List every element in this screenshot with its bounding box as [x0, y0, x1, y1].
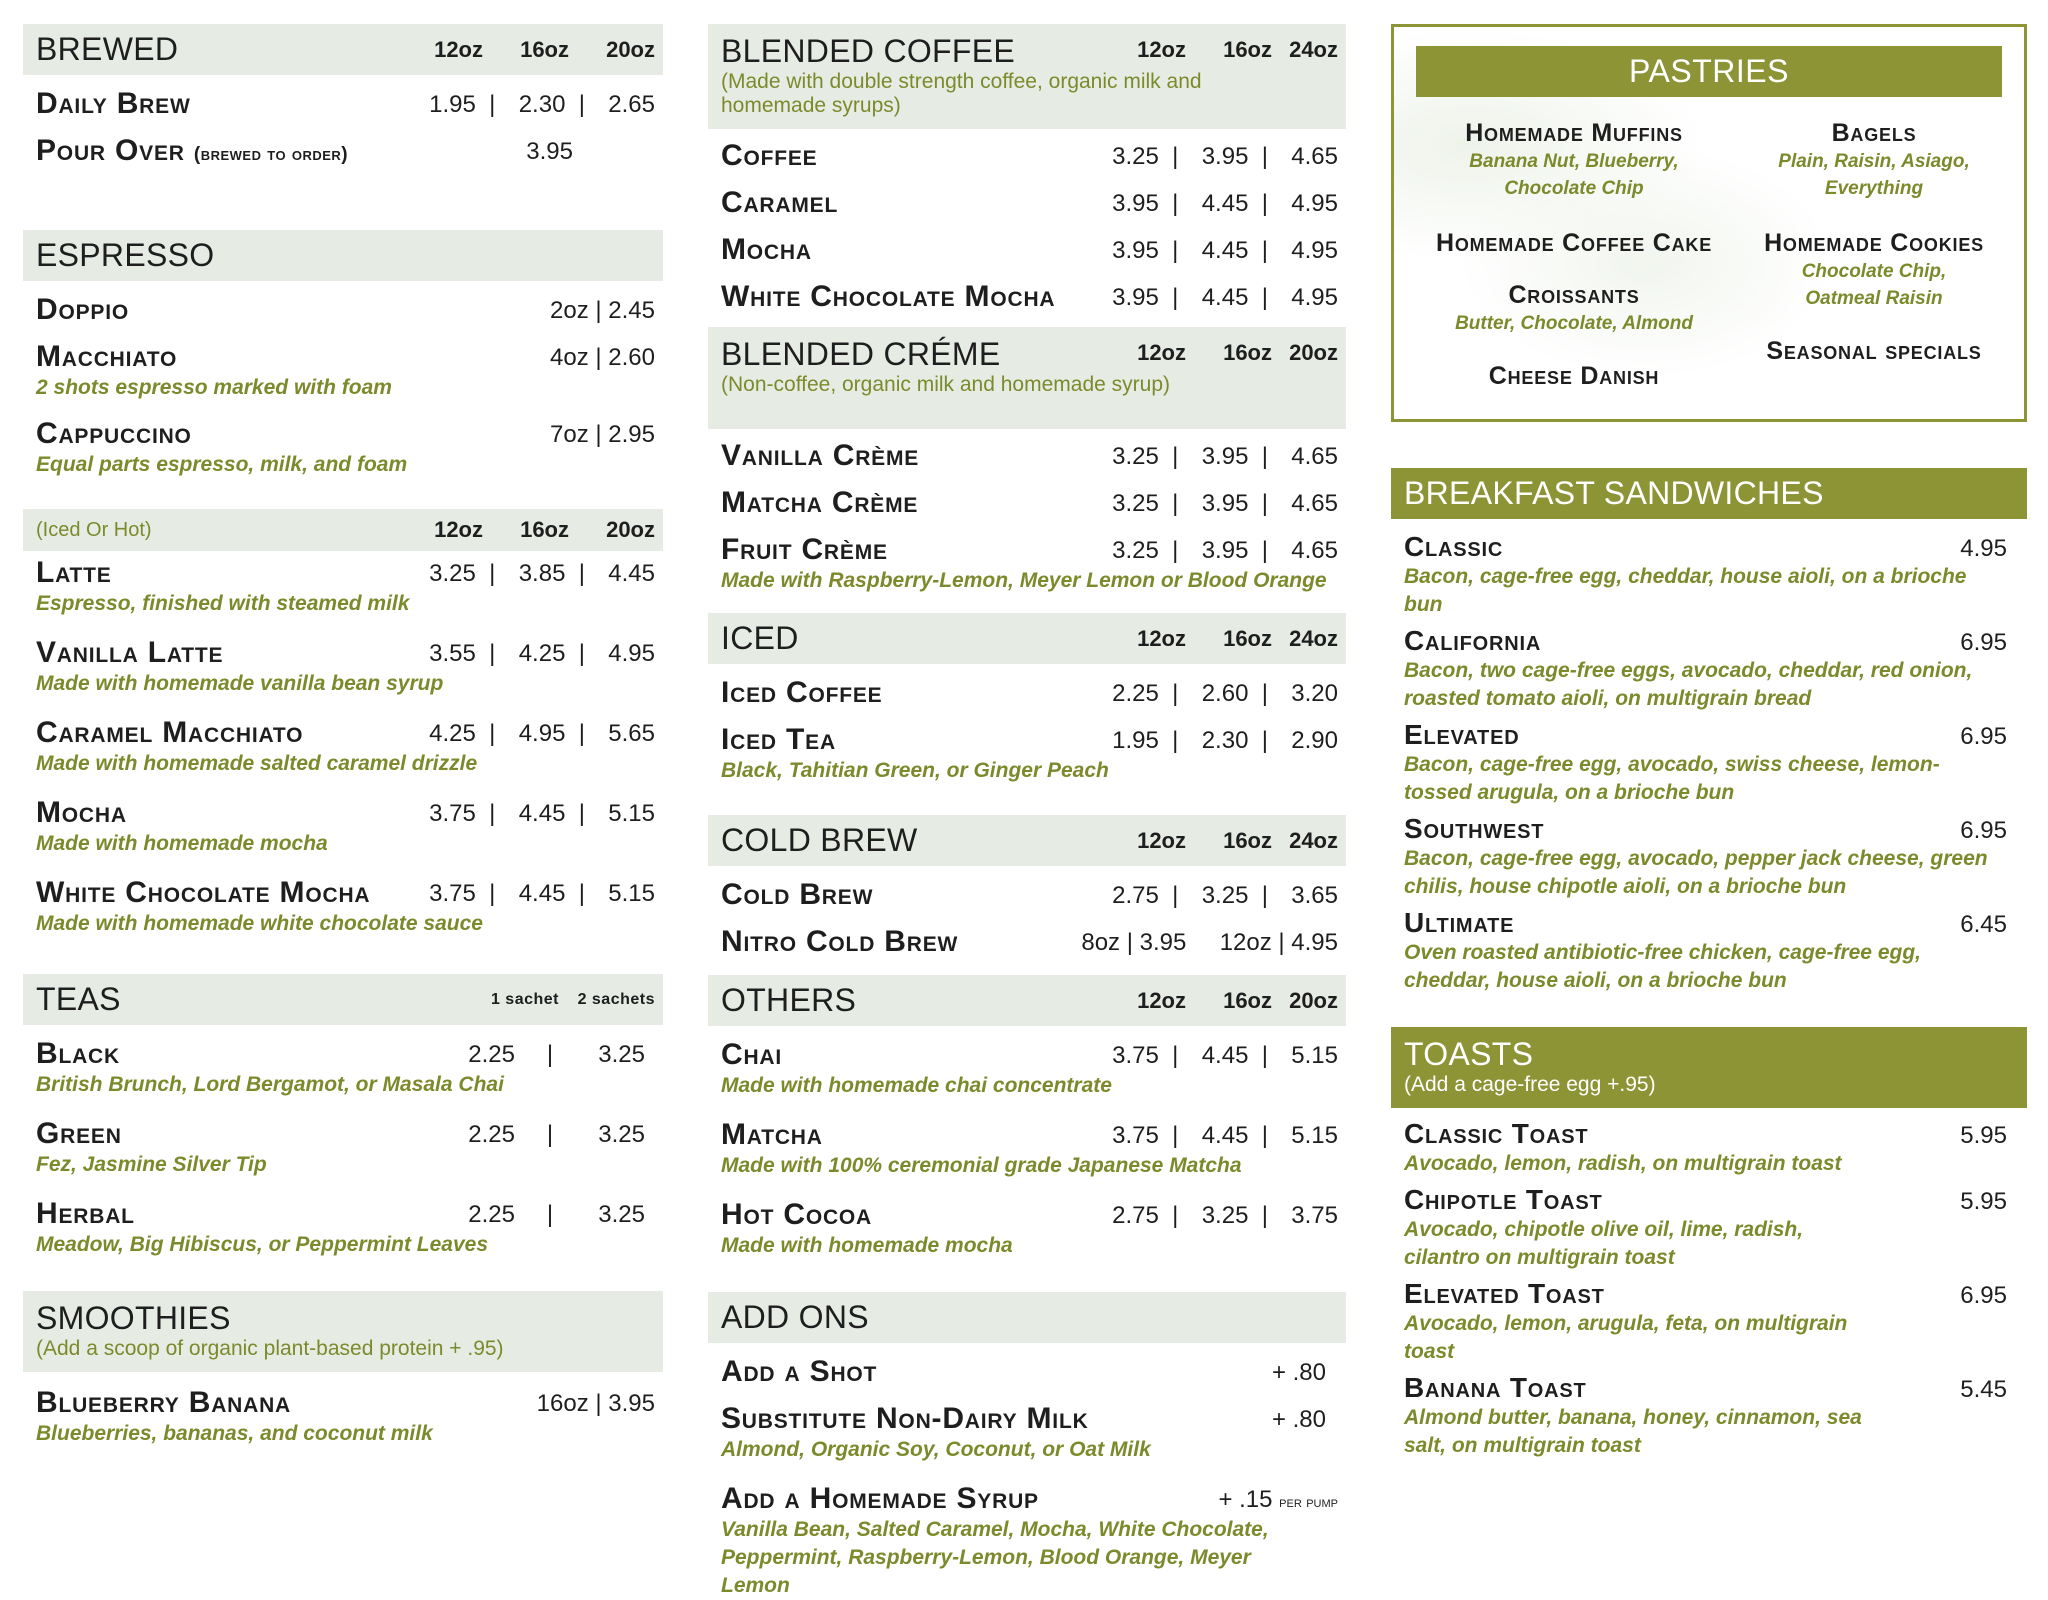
menu-item: Iced Tea 1.95 | 2.30 | 2.90 Black, Tahitian Green, or Ginger Peach [708, 723, 1346, 803]
menu-item: Coffee 3.25 | 3.95 | 4.65 [721, 139, 1338, 172]
section-title: BLENDED CRÉME [721, 336, 1001, 372]
menu-item [1391, 1184, 2027, 1272]
item-name: Homemade Muffins [1465, 119, 1683, 147]
menu-item [708, 1402, 1346, 1482]
item-description: Vanilla Bean, Salted Caramel, Mocha, White Chocolate, Peppermint, Raspberry-Lemon, Blood Orange, Meyer Lemon [721, 1518, 1269, 1597]
item-description: Chocolate Chip, Oatmeal Raisin [1801, 261, 1947, 309]
item-description: Plain, Raisin, Asiago, Everything [1778, 151, 1970, 199]
pastry-item [1424, 362, 1724, 391]
menu-item [708, 925, 1346, 975]
item-price: 2.90 [1291, 727, 1338, 754]
menu-item: Chai 3.75 | 4.45 | 5.15 Made with homemade chai concentrate [708, 1038, 1346, 1118]
price-separator: | [546, 1121, 554, 1148]
item-name: Add a Shot [721, 1355, 878, 1388]
menu-item: White Chocolate Mocha 3.95 | 4.45 | 4.95 [721, 280, 1338, 313]
item-name: Matcha Crème [721, 486, 919, 519]
item-price: + .15 per pump [1218, 1486, 1338, 1513]
pastries-box [1391, 24, 2027, 422]
item-price: 8oz | 3.95 12oz | 4.95 [1081, 929, 1338, 956]
item-description: Bacon, two cage-free eggs, avocado, cheddar, red onion, roasted tomato aioli, on multigrain bread [1404, 659, 1973, 710]
size-label: 24oz [1289, 625, 1338, 651]
item-name: Vanilla Latte [36, 636, 224, 669]
item-price: 3.75 [429, 880, 476, 907]
item-description: Bacon, cage-free egg, avocado, pepper jack cheese, green chilis, house chipotle aioli, on a brioche bun [1404, 847, 1988, 898]
menu-item [708, 1355, 1346, 1402]
item-price: 2.30 [518, 91, 566, 118]
item-price: 4.45 [1201, 1122, 1249, 1149]
section-note: (Non-coffee, organic milk and homemade syrup) [721, 373, 1170, 396]
item-price: 4.25 [518, 640, 566, 667]
item-name: Daily Brew [36, 87, 191, 120]
item-price: 2.60 [1201, 680, 1249, 707]
item-name: Vanilla Crème [721, 439, 920, 472]
item-name: Cold Brew [721, 878, 874, 911]
item-price: 4.45 [1201, 190, 1249, 217]
size-label: 16oz [1223, 827, 1272, 853]
item-price: + .80 [1271, 1406, 1326, 1433]
right-column [1391, 24, 2027, 1466]
item-price: 3.95 [1201, 537, 1249, 564]
item-price: + .80 [1271, 1359, 1326, 1386]
menu-item: Matcha 3.75 | 4.45 | 5.15 Made with 100% ceremonial grade Japanese Matcha [708, 1118, 1346, 1198]
item-price: 4.25 [429, 720, 476, 747]
item-price: 5.45 [1960, 1376, 2007, 1403]
menu-item [1391, 1372, 2027, 1460]
section-title: (Iced Or Hot) [36, 518, 152, 541]
menu-item: Caramel 3.95 | 4.45 | 4.95 [721, 186, 1338, 219]
item-price: 3.95 [1112, 284, 1159, 311]
size-label: 12oz [1137, 36, 1186, 62]
item-description: Oven roasted antibiotic-free chicken, cage-free egg, cheddar, house aioli, on a brioche bun [1404, 941, 1921, 992]
item-name: Fruit Crème [721, 533, 888, 566]
item-name: Iced Tea [721, 723, 836, 756]
menu-item [23, 1117, 663, 1197]
item-description: British Brunch, Lord Bergamot, or Masala Chai [36, 1073, 504, 1096]
item-price: 6.95 [1960, 1282, 2007, 1309]
menu-item [23, 1037, 663, 1117]
price-separator: | [546, 1041, 554, 1068]
item-price: 4.65 [1291, 537, 1338, 564]
item-name: White Chocolate Mocha [721, 280, 1056, 313]
item-name: White Chocolate Mocha [36, 876, 371, 909]
item-name: Green [36, 1117, 122, 1150]
add-ons-header [708, 1292, 1346, 1343]
item-price: 2.25 [1112, 680, 1159, 707]
item-price: 3.95 [1201, 443, 1249, 470]
item-name: Mocha [721, 233, 812, 266]
item-name: Cheese Danish [1488, 362, 1660, 390]
item-price: 4.45 [518, 800, 566, 827]
item-price: 4.45 [1201, 1042, 1249, 1069]
item-description: Equal parts espresso, milk, and foam [36, 453, 408, 476]
item-description: Made with homemade mocha [36, 832, 328, 855]
item-price: 4.95 [518, 720, 566, 747]
item-description: Bacon, cage-free egg, cheddar, house aioli, on a brioche bun [1404, 565, 1967, 616]
item-price: 3.20 [1291, 680, 1338, 707]
item-name: Cappuccino [36, 417, 192, 450]
menu-item: Iced Coffee 2.25 | 2.60 | 3.20 [721, 676, 1338, 709]
section-title: ESPRESSO [36, 237, 215, 273]
section-note: (Made with double strength coffee, organic milk and homemade syrups) [721, 70, 1202, 117]
item-price: 3.25 [598, 1121, 645, 1148]
item-description: Fez, Jasmine Silver Tip [36, 1153, 267, 1176]
item-name: Banana Toast [1404, 1372, 1587, 1403]
item-name: Classic [1404, 531, 1504, 562]
item-description: Avocado, lemon, arugula, feta, on multigrain toast [1404, 1312, 1848, 1363]
item-price: 1.95 [1112, 727, 1159, 754]
others-header [708, 975, 1346, 1026]
size-label: 24oz [1289, 36, 1338, 62]
size-label: 16oz [520, 36, 569, 62]
item-name: Bagels [1831, 119, 1917, 147]
size-label: 2 sachets [577, 990, 655, 1008]
item-price: 6.95 [1960, 723, 2007, 750]
menu-item: Vanilla Crème 3.25 | 3.95 | 4.65 [721, 439, 1338, 472]
item-price: 5.95 [1960, 1188, 2007, 1215]
item-price: 3.25 [1201, 882, 1249, 909]
middle-column [708, 24, 1346, 1600]
item-price: 16oz | 3.95 [536, 1390, 655, 1417]
item-price: 3.75 [1112, 1042, 1159, 1069]
item-price: 4.95 [1291, 190, 1338, 217]
espresso-header [23, 230, 663, 281]
item-name: Macchiato [36, 340, 178, 373]
item-price: 3.95 [1201, 490, 1249, 517]
menu-item [1391, 907, 2027, 995]
item-name: Doppio [36, 293, 129, 326]
size-label: 1 sachet [490, 990, 559, 1008]
menu-item [708, 1482, 1346, 1600]
section-note: (Add a cage-free egg +.95) [1404, 1073, 1656, 1096]
item-price: 6.95 [1960, 629, 2007, 656]
menu-item: Vanilla Latte 3.55 | 4.25 | 4.95 Made with homemade vanilla bean syrup [23, 636, 663, 716]
pastries-header [1416, 46, 2002, 97]
item-price: 5.65 [608, 720, 655, 747]
pastry-item [1724, 337, 2024, 366]
menu-item [1391, 1118, 2027, 1178]
item-description: Black, Tahitian Green, or Ginger Peach [721, 759, 1109, 782]
pastry-item [1724, 119, 2024, 202]
item-price: 4.45 [518, 880, 566, 907]
item-name: Croissants [1508, 281, 1640, 309]
item-description: Blueberries, bananas, and coconut milk [36, 1422, 433, 1445]
item-name: Blueberry Banana [36, 1386, 292, 1419]
size-label: 16oz [1223, 987, 1272, 1013]
item-price: 3.65 [1291, 882, 1338, 909]
item-description: Made with homemade chai concentrate [721, 1074, 1112, 1097]
item-price: 3.25 [598, 1201, 645, 1228]
section-title: TOASTS [1404, 1036, 1534, 1072]
item-price: 3.25 [1112, 443, 1159, 470]
blended-creme-header [708, 327, 1346, 429]
blended-coffee-header [708, 24, 1346, 129]
item-price: 3.25 [1201, 1202, 1249, 1229]
section-note: (Add a scoop of organic plant-based protein + .95) [36, 1337, 504, 1360]
item-price: 3.95 [1201, 143, 1249, 170]
section-title: COLD BREW [721, 822, 918, 858]
menu-item [1391, 719, 2027, 807]
menu-item [1391, 1278, 2027, 1366]
item-price: 5.95 [1960, 1122, 2007, 1149]
item-price: 4.65 [1291, 490, 1338, 517]
item-price: 3.25 [429, 560, 476, 587]
menu-item: Caramel Macchiato 4.25 | 4.95 | 5.65 Made with homemade salted caramel drizzle [23, 716, 663, 796]
menu-item: Daily Brew 1.95 | 2.30 | 2.65 [36, 87, 655, 120]
item-description: Butter, Chocolate, Almond [1455, 313, 1693, 334]
item-price: 3.25 [1112, 537, 1159, 564]
item-price: 6.45 [1960, 911, 2007, 938]
item-price: 3.55 [429, 640, 476, 667]
item-name: Herbal [36, 1197, 135, 1230]
item-name: Black [36, 1037, 120, 1070]
size-label: 12oz [434, 517, 483, 542]
item-name: Coffee [721, 139, 818, 172]
pastry-item [1424, 119, 1724, 202]
item-price: 2.75 [1112, 882, 1159, 909]
menu-item [23, 293, 663, 340]
section-title: ICED [721, 620, 799, 656]
item-price: 4.65 [1291, 143, 1338, 170]
item-name: Homemade Cookies [1764, 229, 1984, 257]
item-description: Espresso, finished with steamed milk [36, 592, 410, 615]
item-price: 3.75 [1291, 1202, 1338, 1229]
item-price: 4.45 [1201, 237, 1249, 264]
iced-header [708, 613, 1346, 664]
item-name: Elevated Toast [1404, 1278, 1605, 1309]
pastry-item [1424, 281, 1724, 337]
item-description: Made with homemade mocha [721, 1234, 1013, 1257]
item-price: 3.25 [1112, 490, 1159, 517]
menu-item [1391, 813, 2027, 901]
size-label: 16oz [1223, 36, 1272, 62]
menu-item [1391, 531, 2027, 619]
section-title: BREAKFAST SANDWICHES [1404, 475, 1824, 511]
item-name: Iced Coffee [721, 676, 883, 709]
size-label: 16oz [520, 517, 569, 542]
item-price: 3.25 [1112, 143, 1159, 170]
item-price: 3.75 [1112, 1122, 1159, 1149]
item-description: Avocado, chipotle olive oil, lime, radish, cilantro on multigrain toast [1404, 1218, 1804, 1269]
section-title: BREWED [36, 31, 179, 67]
item-description: Made with homemade salted caramel drizzle [36, 752, 478, 775]
item-name: Chipotle Toast [1404, 1184, 1603, 1215]
menu-item [23, 134, 663, 184]
pastry-item [1404, 229, 1744, 258]
item-description: Banana Nut, Blueberry, Chocolate Chip [1469, 151, 1679, 199]
item-price: 3.75 [429, 800, 476, 827]
item-name: California [1404, 625, 1542, 656]
menu-item: Fruit Crème 3.25 | 3.95 | 4.65 Made with Raspberry-Lemon, Meyer Lemon or Blood Orange [708, 533, 1346, 613]
size-label: 12oz [434, 36, 483, 62]
item-price: 4oz | 2.60 [550, 344, 655, 371]
item-name: Homemade Coffee Cake [1435, 229, 1713, 257]
item-price: 3.85 [518, 560, 566, 587]
section-title: TEAS [36, 981, 121, 1017]
menu-item [23, 1386, 663, 1466]
item-price: 3.95 [1112, 237, 1159, 264]
iced-or-hot-header [23, 509, 663, 551]
pastry-item [1724, 229, 2024, 312]
item-price: 2.25 [468, 1201, 515, 1228]
item-name: Caramel Macchiato [36, 716, 304, 749]
item-name: Matcha [721, 1118, 823, 1151]
item-price: 2.25 [468, 1041, 515, 1068]
size-label: 12oz [1137, 625, 1186, 651]
item-price: 7oz | 2.95 [550, 421, 655, 448]
item-description: Made with 100% ceremonial grade Japanese Matcha [721, 1154, 1242, 1177]
size-label: 20oz [606, 36, 655, 62]
item-price: 2.75 [1112, 1202, 1159, 1229]
item-price: 4.45 [608, 560, 655, 587]
item-description: Avocado, lemon, radish, on multigrain toast [1404, 1152, 1842, 1175]
item-price: 2.30 [1201, 727, 1249, 754]
item-name: Latte [36, 556, 112, 589]
section-title: PASTRIES [1629, 53, 1789, 89]
item-price: 5.15 [1291, 1122, 1338, 1149]
item-description: Meadow, Big Hibiscus, or Peppermint Leaves [36, 1233, 489, 1256]
item-name: Substitute Non-Dairy Milk [721, 1402, 1089, 1435]
cold-brew-header [708, 815, 1346, 866]
menu-item: Cold Brew 2.75 | 3.25 | 3.65 [721, 878, 1338, 911]
size-label: 20oz [1289, 339, 1338, 365]
teas-header [23, 974, 663, 1025]
menu-item [23, 340, 663, 417]
item-name: Chai [721, 1038, 783, 1071]
size-label: 24oz [1289, 827, 1338, 853]
size-label: 20oz [1289, 987, 1338, 1013]
item-description: Bacon, cage-free egg, avocado, swiss cheese, lemon-tossed arugula, on a brioche bun [1404, 753, 1940, 804]
section-title: ADD ONS [721, 1299, 869, 1335]
price-separator: | [546, 1201, 554, 1228]
item-price: 5.15 [608, 880, 655, 907]
brewed-header [23, 24, 663, 75]
item-price: 3.95 [1112, 190, 1159, 217]
menu-item [23, 417, 663, 497]
item-price: 2.25 [468, 1121, 515, 1148]
item-description: Almond butter, banana, honey, cinnamon, sea salt, on multigrain toast [1404, 1406, 1862, 1457]
item-name: Nitro Cold Brew [721, 925, 959, 958]
item-name: Southwest [1404, 813, 1545, 844]
item-name: Elevated [1404, 719, 1520, 750]
item-name: Hot Cocoa [721, 1198, 873, 1231]
size-label: 20oz [606, 517, 655, 542]
item-price: 4.95 [1960, 535, 2007, 562]
item-description: Almond, Organic Soy, Coconut, or Oat Milk [721, 1438, 1151, 1461]
section-title: BLENDED COFFEE [721, 33, 1016, 69]
menu-item: White Chocolate Mocha 3.75 | 4.45 | 5.15 Made with homemade white chocolate sauce [23, 876, 663, 956]
item-name: Pour Over (brewed to order) [36, 134, 349, 167]
toasts-header [1391, 1027, 2027, 1108]
item-name: Seasonal specials [1766, 337, 1982, 365]
menu-item: Mocha 3.75 | 4.45 | 5.15 Made with homemade mocha [23, 796, 663, 876]
size-label: 12oz [1137, 827, 1186, 853]
menu-item [1391, 625, 2027, 713]
size-label: 12oz [1137, 987, 1186, 1013]
item-description: Made with Raspberry-Lemon, Meyer Lemon or Blood Orange [721, 569, 1327, 592]
item-price: 5.15 [1291, 1042, 1338, 1069]
item-description: 2 shots espresso marked with foam [36, 376, 392, 399]
item-name: Classic Toast [1404, 1118, 1589, 1149]
item-name: Ultimate [1404, 907, 1515, 938]
section-title: OTHERS [721, 982, 857, 1018]
breakfast-sandwiches-header [1391, 468, 2027, 519]
item-price: 3.25 [598, 1041, 645, 1068]
item-price: 2oz | 2.45 [550, 297, 655, 324]
item-price: 3.95 [526, 138, 573, 165]
menu-item: Latte 3.25 | 3.85 | 4.45 Espresso, finished with steamed milk [23, 556, 663, 636]
menu-item: Mocha 3.95 | 4.45 | 4.95 [721, 233, 1338, 266]
item-price: 6.95 [1960, 817, 2007, 844]
menu-item [23, 1197, 663, 1277]
size-label: 16oz [1223, 339, 1272, 365]
item-price: 4.95 [1291, 237, 1338, 264]
smoothies-header [23, 1291, 663, 1372]
section-title: SMOOTHIES [36, 1300, 231, 1336]
item-price: 4.95 [608, 640, 655, 667]
item-price: 2.65 [608, 91, 655, 118]
size-label: 12oz [1137, 339, 1186, 365]
item-price: 4.65 [1291, 443, 1338, 470]
item-price: 5.15 [608, 800, 655, 827]
item-name: Add a Homemade Syrup [721, 1482, 1039, 1515]
item-price: 1.95 [429, 91, 476, 118]
menu-item: Hot Cocoa 2.75 | 3.25 | 3.75 Made with homemade mocha [708, 1198, 1346, 1278]
item-description: Made with homemade vanilla bean syrup [36, 672, 444, 695]
size-label: 16oz [1223, 625, 1272, 651]
item-price: 4.95 [1291, 284, 1338, 311]
item-price: 4.45 [1201, 284, 1249, 311]
item-name: Caramel [721, 186, 839, 219]
left-column [23, 24, 663, 1466]
menu-item: Matcha Crème 3.25 | 3.95 | 4.65 [721, 486, 1338, 519]
item-name: Mocha [36, 796, 127, 829]
item-description: Made with homemade white chocolate sauce [36, 912, 483, 935]
